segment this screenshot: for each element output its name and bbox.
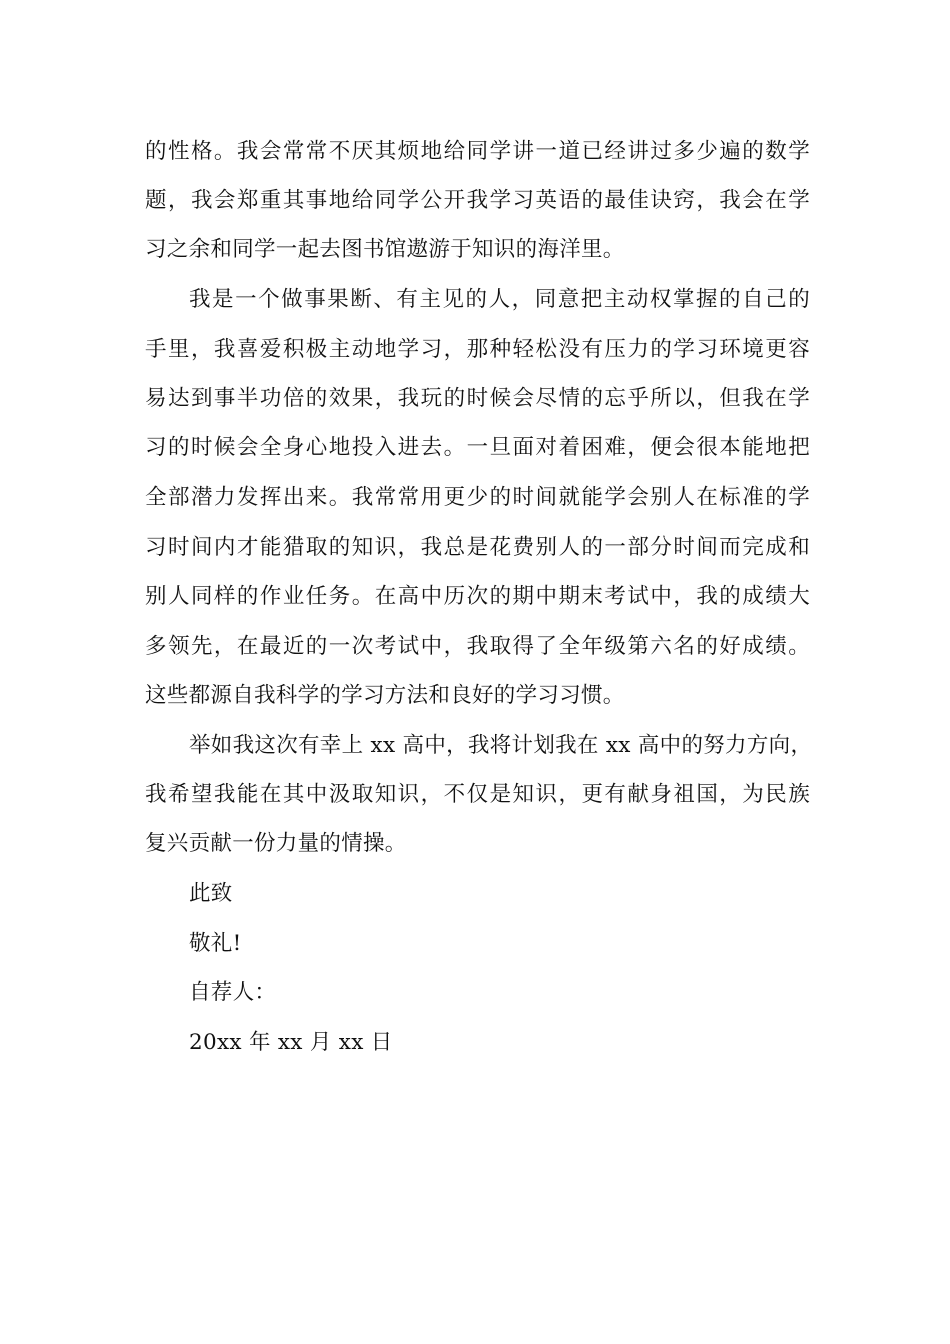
closing-regards: 敬礼! bbox=[189, 931, 242, 956]
body-line-7: 习的时候会全身心地投入进去。一旦面对着困难，便会很本能地把 bbox=[145, 435, 810, 460]
body-line-5: 手里，我喜爱积极主动地学习，那种轻松没有压力的学习环境更容 bbox=[145, 337, 810, 362]
body-line-15: 复兴贡献一份力量的情操。 bbox=[145, 831, 407, 856]
body-line-12: 这些都源自我科学的学习方法和良好的学习习惯。 bbox=[145, 683, 625, 708]
body-line-13: 举如我这次有幸上 xx 高中，我将计划我在 xx 高中的努力方向， bbox=[189, 733, 813, 758]
body-line-8: 全部潜力发挥出来。我常常用更少的时间就能学会别人在标准的学 bbox=[145, 485, 810, 510]
body-line-11: 多领先，在最近的一次考试中，我取得了全年级第六名的好成绩。 bbox=[145, 634, 810, 659]
letter-date: 20xx 年 xx 月 xx 日 bbox=[189, 1030, 393, 1055]
body-line-10: 别人同样的作业任务。在高中历次的期中期末考试中，我的成绩大 bbox=[145, 584, 810, 609]
body-line-14: 我希望我能在其中汲取知识，不仅是知识，更有献身祖国，为民族 bbox=[145, 782, 810, 807]
body-line-2: 题，我会郑重其事地给同学公开我学习英语的最佳诀窍，我会在学 bbox=[145, 188, 810, 213]
body-line-1: 的性格。我会常常不厌其烦地给同学讲一道已经讲过多少遍的数学 bbox=[145, 139, 810, 164]
body-line-3: 习之余和同学一起去图书馆遨游于知识的海洋里。 bbox=[145, 237, 625, 262]
closing-salutation: 此致 bbox=[189, 881, 233, 906]
signer-label: 自荐人： bbox=[189, 980, 277, 1005]
body-line-6: 易达到事半功倍的效果，我玩的时候会尽情的忘乎所以，但我在学 bbox=[145, 386, 810, 411]
body-line-9: 习时间内才能猎取的知识，我总是花费别人的一部分时间而完成和 bbox=[145, 535, 810, 560]
body-line-4: 我是一个做事果断、有主见的人，同意把主动权掌握的自己的 bbox=[189, 287, 810, 312]
